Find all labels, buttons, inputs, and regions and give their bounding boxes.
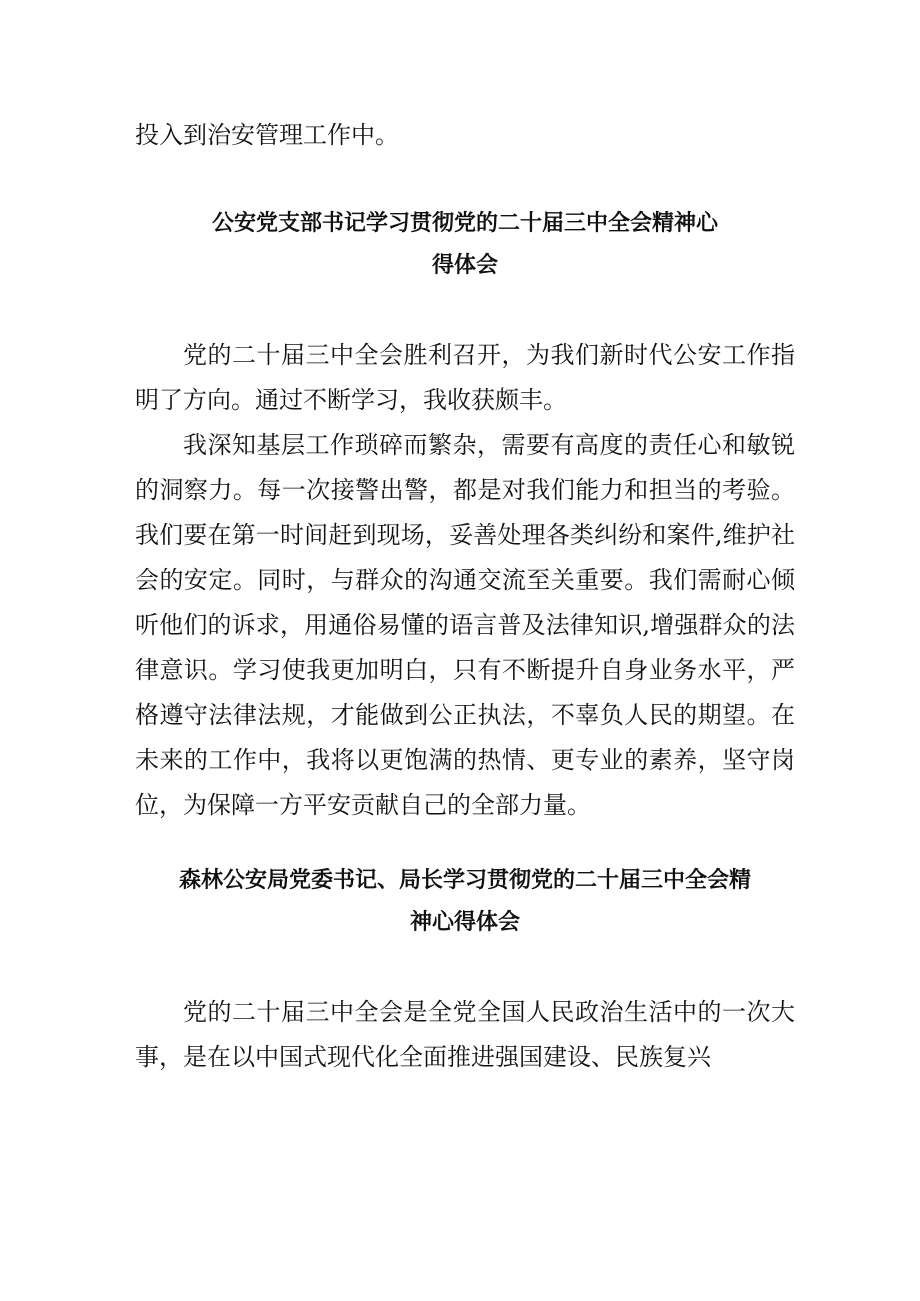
section2-paragraph: 党的二十届三中全会是全党全国人民政治生活中的一次大事，是在以中国式现代化全面推进强国建设、民族复兴 (135, 998, 795, 1071)
section1-paragraph: 党的二十届三中全会胜利召开，为我们新时代公安工作指明了方向。通过不断学习，我收获颇丰。 (135, 341, 795, 414)
intro-line: 投入到治安管理工作中。 (135, 121, 399, 149)
section1-paragraph: 我深知基层工作琐碎而繁杂，需要有高度的责任心和敏锐的洞察力。每一次接警出警，都是对我们能力和担当的考验。我们要在第一时间赶到现场，妥善处理各类纠纷和案件,维护社会的安定。同时，与群众的沟通交流至关重要。我们需耐心倾听他们的诉求，用通俗易懂的语言普及法律知识,增强群众的法律意识。学习使我更加明白，只有不断提升自身业务水平，严格遵守法律法规，才能做到公正执法，不辜负人民的期望。在未来的工作中，我将以更饱满的热情、更专业的素养，坚守岗位，为保障一方平安贡献自己的全部力量。 (135, 431, 795, 819)
section2-title-line1: 森林公安局党委书记、局长学习贯彻党的二十届三中全会精 (178, 868, 751, 893)
section1-title-line2: 得体会 (431, 253, 498, 278)
section1-title (130, 203, 800, 287)
section1-title-line1: 公安党支部书记学习贯彻党的二十届三中全会精神心 (211, 211, 718, 236)
section2-title-line2: 神心得体会 (409, 910, 520, 935)
section2-title (130, 860, 800, 944)
